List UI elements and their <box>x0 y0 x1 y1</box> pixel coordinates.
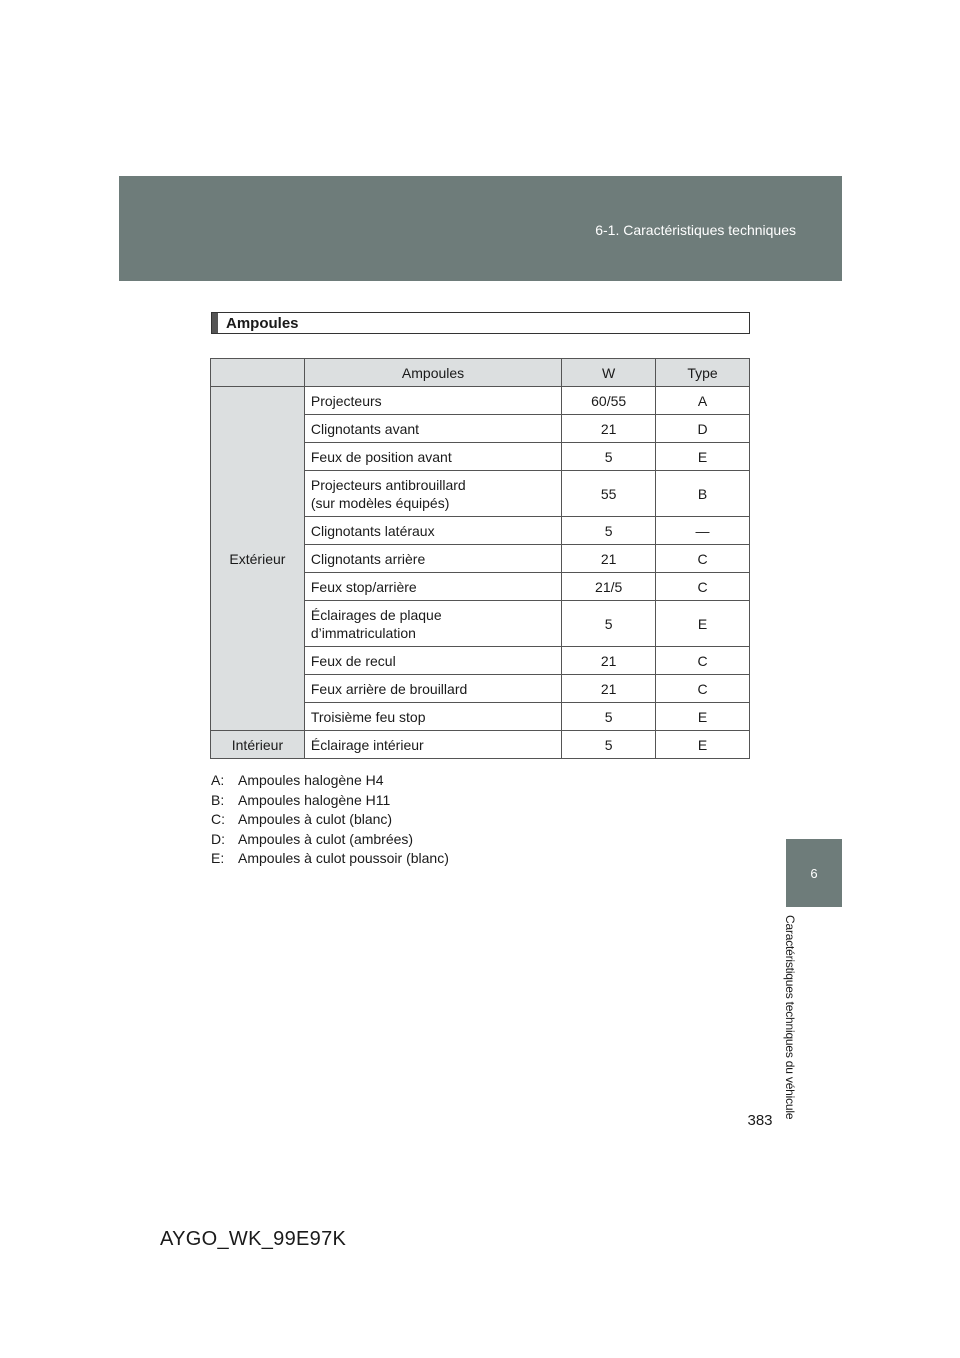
type-cell: E <box>656 731 750 759</box>
legend-note <box>211 810 449 830</box>
type-cell: E <box>656 703 750 731</box>
table-header-row <box>211 359 750 387</box>
type-cell: C <box>656 573 750 601</box>
bulb-name-line: (sur modèles équipés) <box>310 494 450 511</box>
wattage-cell: 55 <box>562 471 656 517</box>
type-cell: — <box>656 517 750 545</box>
legend-key: D: <box>211 830 225 847</box>
header-band <box>119 176 842 281</box>
type-cell: C <box>656 647 750 675</box>
bulb-name-line: Troisième feu stop <box>310 708 426 725</box>
type-cell: C <box>656 675 750 703</box>
page-number: 383 <box>747 1112 773 1129</box>
wattage-cell: 60/55 <box>562 387 656 415</box>
section-heading <box>211 312 750 334</box>
bulb-cell <box>304 471 561 517</box>
type-cell: B <box>656 471 750 517</box>
bulb-name-line: d’immatriculation <box>310 624 416 641</box>
legend-key: C: <box>211 811 225 828</box>
legend-text: Ampoules à culot (blanc) <box>238 811 393 828</box>
bulb-cell <box>304 545 561 573</box>
type-cell: D <box>656 415 750 443</box>
type-cell: E <box>656 601 750 647</box>
bulbs-table <box>210 358 750 759</box>
bulb-name-line: Feux stop/arrière <box>310 578 417 595</box>
wattage-cell: 21 <box>562 415 656 443</box>
wattage-cell: 5 <box>562 443 656 471</box>
header-cell-type: Type <box>656 359 750 387</box>
bulb-cell <box>304 703 561 731</box>
chapter-label-wrap <box>783 915 805 1120</box>
wattage-cell: 21 <box>562 545 656 573</box>
legend-key: A: <box>211 772 225 788</box>
chapter-number: 6 <box>810 865 818 881</box>
legend-text: Ampoules à culot poussoir (blanc) <box>238 850 449 867</box>
wattage-cell: 5 <box>562 731 656 759</box>
bulb-cell <box>304 675 561 703</box>
legend-text: Ampoules halogène H4 <box>238 772 384 788</box>
type-cell: E <box>656 443 750 471</box>
legend-text: Ampoules halogène H11 <box>238 791 391 808</box>
legend-note <box>211 830 449 850</box>
bulb-name-line: Clignotants avant <box>310 420 420 437</box>
legend-notes <box>211 771 449 869</box>
chapter-tab <box>786 839 842 907</box>
wattage-cell: 21/5 <box>562 573 656 601</box>
header-cell-bulbs: Ampoules <box>304 359 561 387</box>
bulb-cell <box>304 517 561 545</box>
group-cell: Intérieur <box>211 731 305 759</box>
bulb-name-line: Projecteurs <box>310 392 382 409</box>
table-body <box>211 387 750 759</box>
wattage-cell: 5 <box>562 703 656 731</box>
legend-note <box>211 791 449 811</box>
header-section-title: 6-1. Caractéristiques techniques <box>595 222 796 238</box>
bulb-name-line: Clignotants arrière <box>310 550 426 567</box>
bulb-cell <box>304 387 561 415</box>
bulb-name-line: Feux arrière de brouillard <box>310 680 468 697</box>
type-cell: C <box>656 545 750 573</box>
table-row <box>211 731 750 759</box>
bulb-cell <box>304 415 561 443</box>
legend-text: Ampoules à culot (ambrées) <box>238 830 414 847</box>
table-row <box>211 387 750 415</box>
header-cell-watt: W <box>562 359 656 387</box>
bulb-cell <box>304 731 561 759</box>
legend-key: E: <box>211 850 225 867</box>
header-cell-group <box>211 359 305 387</box>
legend-key: B: <box>211 791 225 808</box>
chapter-label: Caractéristiques techniques du véhicule <box>783 915 797 1120</box>
bulb-name-line: Clignotants latéraux <box>310 522 435 539</box>
bulb-cell <box>304 601 561 647</box>
document-code: AYGO_WK_99E97K <box>160 1228 347 1250</box>
type-cell: A <box>656 387 750 415</box>
bulb-name-line: Éclairages de plaque <box>310 606 442 623</box>
bulb-cell <box>304 647 561 675</box>
bulb-name-line: Projecteurs antibrouillard <box>310 476 466 493</box>
bulb-name-line: Éclairage intérieur <box>310 736 424 753</box>
wattage-cell: 21 <box>562 647 656 675</box>
bulb-name-line: Feux de position avant <box>310 448 452 465</box>
legend-note <box>211 849 449 869</box>
legend-note <box>211 771 449 791</box>
wattage-cell: 21 <box>562 675 656 703</box>
bulb-cell <box>304 573 561 601</box>
wattage-cell: 5 <box>562 601 656 647</box>
bulb-name-line: Feux de recul <box>310 652 396 669</box>
bulb-cell <box>304 443 561 471</box>
group-cell: Extérieur <box>211 387 305 731</box>
section-heading-title: Ampoules <box>226 314 299 332</box>
wattage-cell: 5 <box>562 517 656 545</box>
